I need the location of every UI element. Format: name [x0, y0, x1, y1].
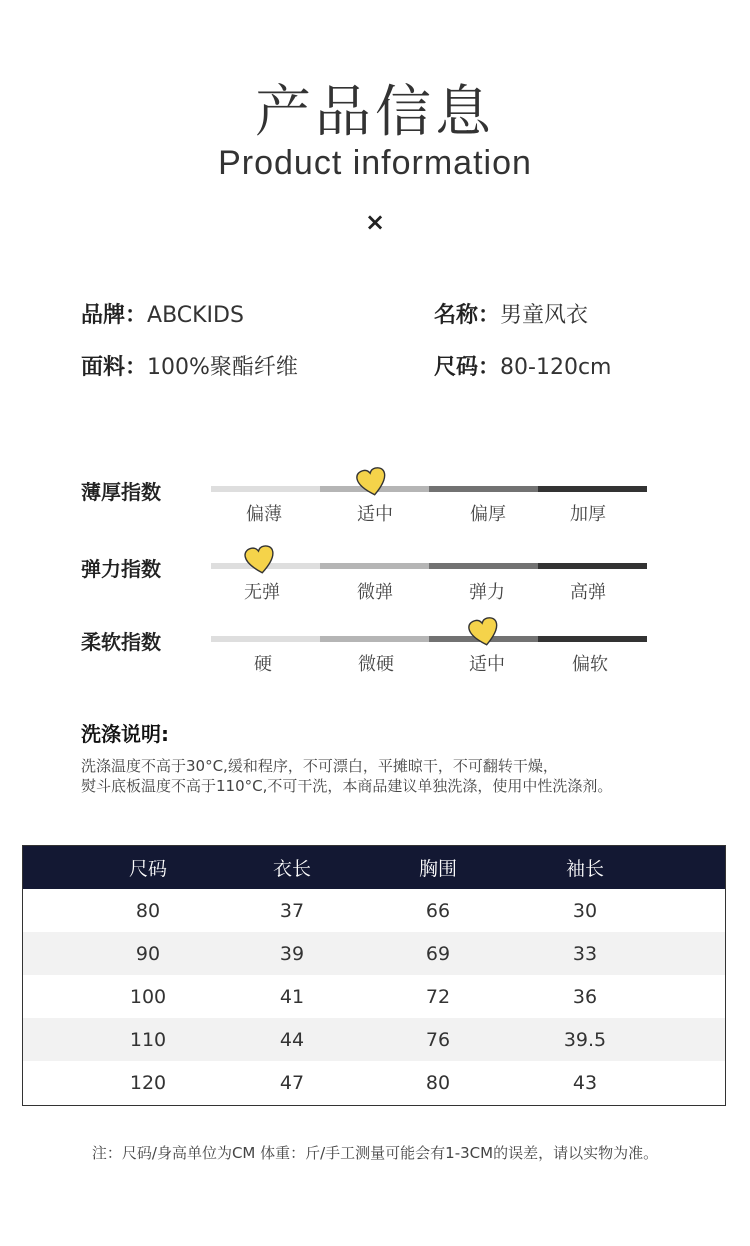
rating-option[interactable]: 偏厚	[470, 504, 506, 525]
rating-option[interactable]: 高弹	[570, 582, 606, 603]
table-cell: 80	[135, 899, 161, 922]
rating-option[interactable]: 加厚	[570, 504, 606, 525]
table-header-cell: 袖长	[565, 858, 604, 880]
info-brand-key: 品牌：	[81, 303, 148, 328]
table-cell: 69	[425, 942, 451, 965]
info-size-key: 尺码：	[434, 355, 501, 380]
wash-line: 洗涤温度不高于30°C,缓和程序，不可漂白，平摊晾干，不可翻转干燥，	[81, 757, 558, 775]
table-row	[23, 1061, 725, 1104]
info-brand	[81, 298, 244, 329]
info-size	[434, 350, 611, 381]
bar-segment	[320, 563, 429, 569]
table-cell: 43	[572, 1071, 598, 1094]
table-header	[23, 846, 725, 889]
rating-label: 薄厚指数	[81, 480, 161, 504]
table-cell: 33	[572, 942, 598, 965]
rating-bar	[211, 636, 647, 642]
bar-segment	[538, 636, 647, 642]
table-cell: 44	[279, 1028, 305, 1051]
table-row	[23, 932, 725, 975]
info-brand-value: ABCKIDS	[147, 303, 244, 328]
table-header-cell: 尺码	[128, 858, 167, 880]
heart-icon	[243, 544, 277, 576]
rating-option[interactable]: 微硬	[358, 654, 394, 675]
table-cell: 37	[279, 899, 305, 922]
table-cell: 76	[425, 1028, 451, 1051]
table-cell: 39	[279, 942, 305, 965]
rating-option[interactable]: 偏薄	[246, 504, 282, 525]
table-cell: 30	[572, 899, 598, 922]
info-name	[434, 298, 588, 329]
table-cell: 72	[425, 985, 451, 1008]
table-row	[23, 1018, 725, 1061]
page-title-cn: 产品信息	[255, 80, 495, 145]
table-cell: 47	[279, 1071, 305, 1094]
table-header-cell: 衣长	[272, 858, 311, 880]
table-cell: 36	[572, 985, 598, 1008]
bar-segment	[211, 486, 320, 492]
info-material-key: 面料：	[81, 355, 148, 380]
rating-option[interactable]: 硬	[254, 654, 272, 675]
table-cell: 100	[129, 985, 167, 1008]
bar-segment	[320, 636, 429, 642]
rating-option[interactable]: 弹力	[469, 582, 505, 603]
table-cell: 66	[425, 899, 451, 922]
size-table	[22, 845, 726, 1106]
bar-segment	[429, 563, 538, 569]
page-title-en: Product information	[218, 144, 532, 182]
rating-option[interactable]: 适中	[469, 654, 505, 675]
info-material-value: 100%聚酯纤维	[147, 355, 298, 380]
table-cell: 110	[129, 1028, 167, 1051]
info-size-value: 80-120cm	[500, 355, 612, 380]
rating-label: 弹力指数	[81, 557, 161, 581]
rating-option[interactable]: 偏软	[572, 654, 608, 675]
table-cell: 41	[279, 985, 305, 1008]
bar-segment	[538, 563, 647, 569]
table-row	[23, 889, 725, 932]
heart-icon	[355, 466, 389, 498]
bar-segment	[211, 636, 320, 642]
heart-icon	[467, 616, 501, 648]
table-header-cell: 胸围	[418, 858, 457, 880]
close-icon[interactable]: ×	[364, 208, 386, 236]
table-cell: 90	[135, 942, 161, 965]
footnote: 注：尺码/身高单位为CM 体重：斤/手工测量可能会有1-3CM的误差，请以实物为准。	[91, 1144, 659, 1162]
table-cell: 39.5	[563, 1028, 607, 1051]
bar-segment	[429, 486, 538, 492]
table-cell: 120	[129, 1071, 167, 1094]
table-row	[23, 975, 725, 1018]
rating-option[interactable]: 适中	[357, 504, 393, 525]
rating-option[interactable]: 无弹	[244, 582, 280, 603]
info-name-value: 男童风衣	[500, 303, 589, 328]
rating-bar	[211, 486, 647, 492]
bar-segment	[538, 486, 647, 492]
info-material	[81, 350, 298, 381]
rating-option[interactable]: 微弹	[357, 582, 393, 603]
rating-label: 柔软指数	[81, 630, 161, 654]
table-cell: 80	[425, 1071, 451, 1094]
wash-title: 洗涤说明:	[81, 722, 169, 746]
info-name-key: 名称：	[434, 303, 501, 328]
wash-line: 熨斗底板温度不高于110°C,不可干洗，本商品建议单独洗涤，使用中性洗涤剂。	[81, 777, 613, 795]
